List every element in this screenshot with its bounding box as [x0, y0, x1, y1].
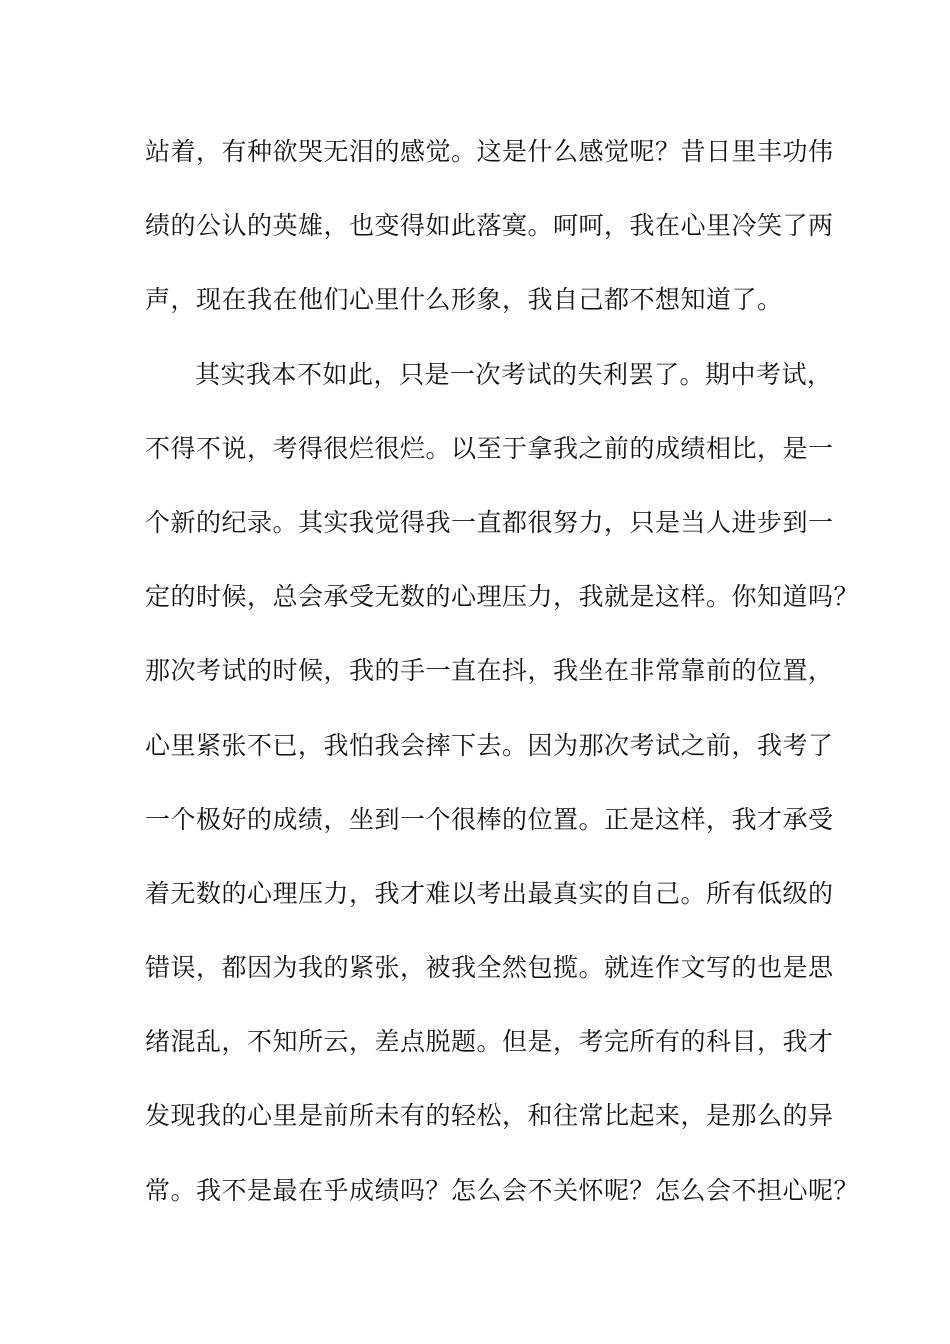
- body-text: [145, 130, 860, 1243]
- text-line: 站着，有种欲哭无泪的感觉。这是什么感觉呢？昔日里丰功伟: [145, 137, 834, 166]
- text-line: 那次考试的时候，我的手一直在抖，我坐在非常靠前的位置，: [145, 656, 834, 686]
- text-line: 个新的纪录。其实我觉得我一直都很努力，只是当人进步到一: [145, 507, 834, 537]
- text-line: 着无数的心理压力，我才难以考出最真实的自己。所有低级的: [145, 878, 834, 908]
- text-line: 其实我本不如此，只是一次考试的失利罢了。期中考试，: [195, 359, 833, 389]
- text-line: 定的时候，总会承受无数的心理压力，我就是这样。你知道吗？: [145, 582, 860, 612]
- text-line: 常。我不是最在乎成绩吗？怎么会不关怀呢？怎么会不担心呢？: [145, 1175, 860, 1205]
- text-line: 绪混乱，不知所云，差点脱题。但是，考完所有的科目，我才: [145, 1027, 834, 1057]
- text-line: 绩的公认的英雄，也变得如此落寞。呵呵，我在心里冷笑了两: [145, 211, 834, 241]
- text-line: 不得不说，考得很烂很烂。以至于拿我之前的成绩相比，是一: [145, 433, 834, 463]
- text-line: 心里紧张不已，我怕我会摔下去。因为那次考试之前，我考了: [145, 730, 834, 760]
- text-line: 错误，都因为我的紧张，被我全然包揽。就连作文写的也是思: [145, 953, 834, 983]
- text-line: 发现我的心里是前所未有的轻松，和往常比起来，是那么的异: [145, 1101, 834, 1131]
- text-line: 一个极好的成绩，坐到一个很棒的位置。正是这样，我才承受: [145, 804, 834, 834]
- text-line: 声，现在我在他们心里什么形象，我自己都不想知道了。: [145, 285, 783, 315]
